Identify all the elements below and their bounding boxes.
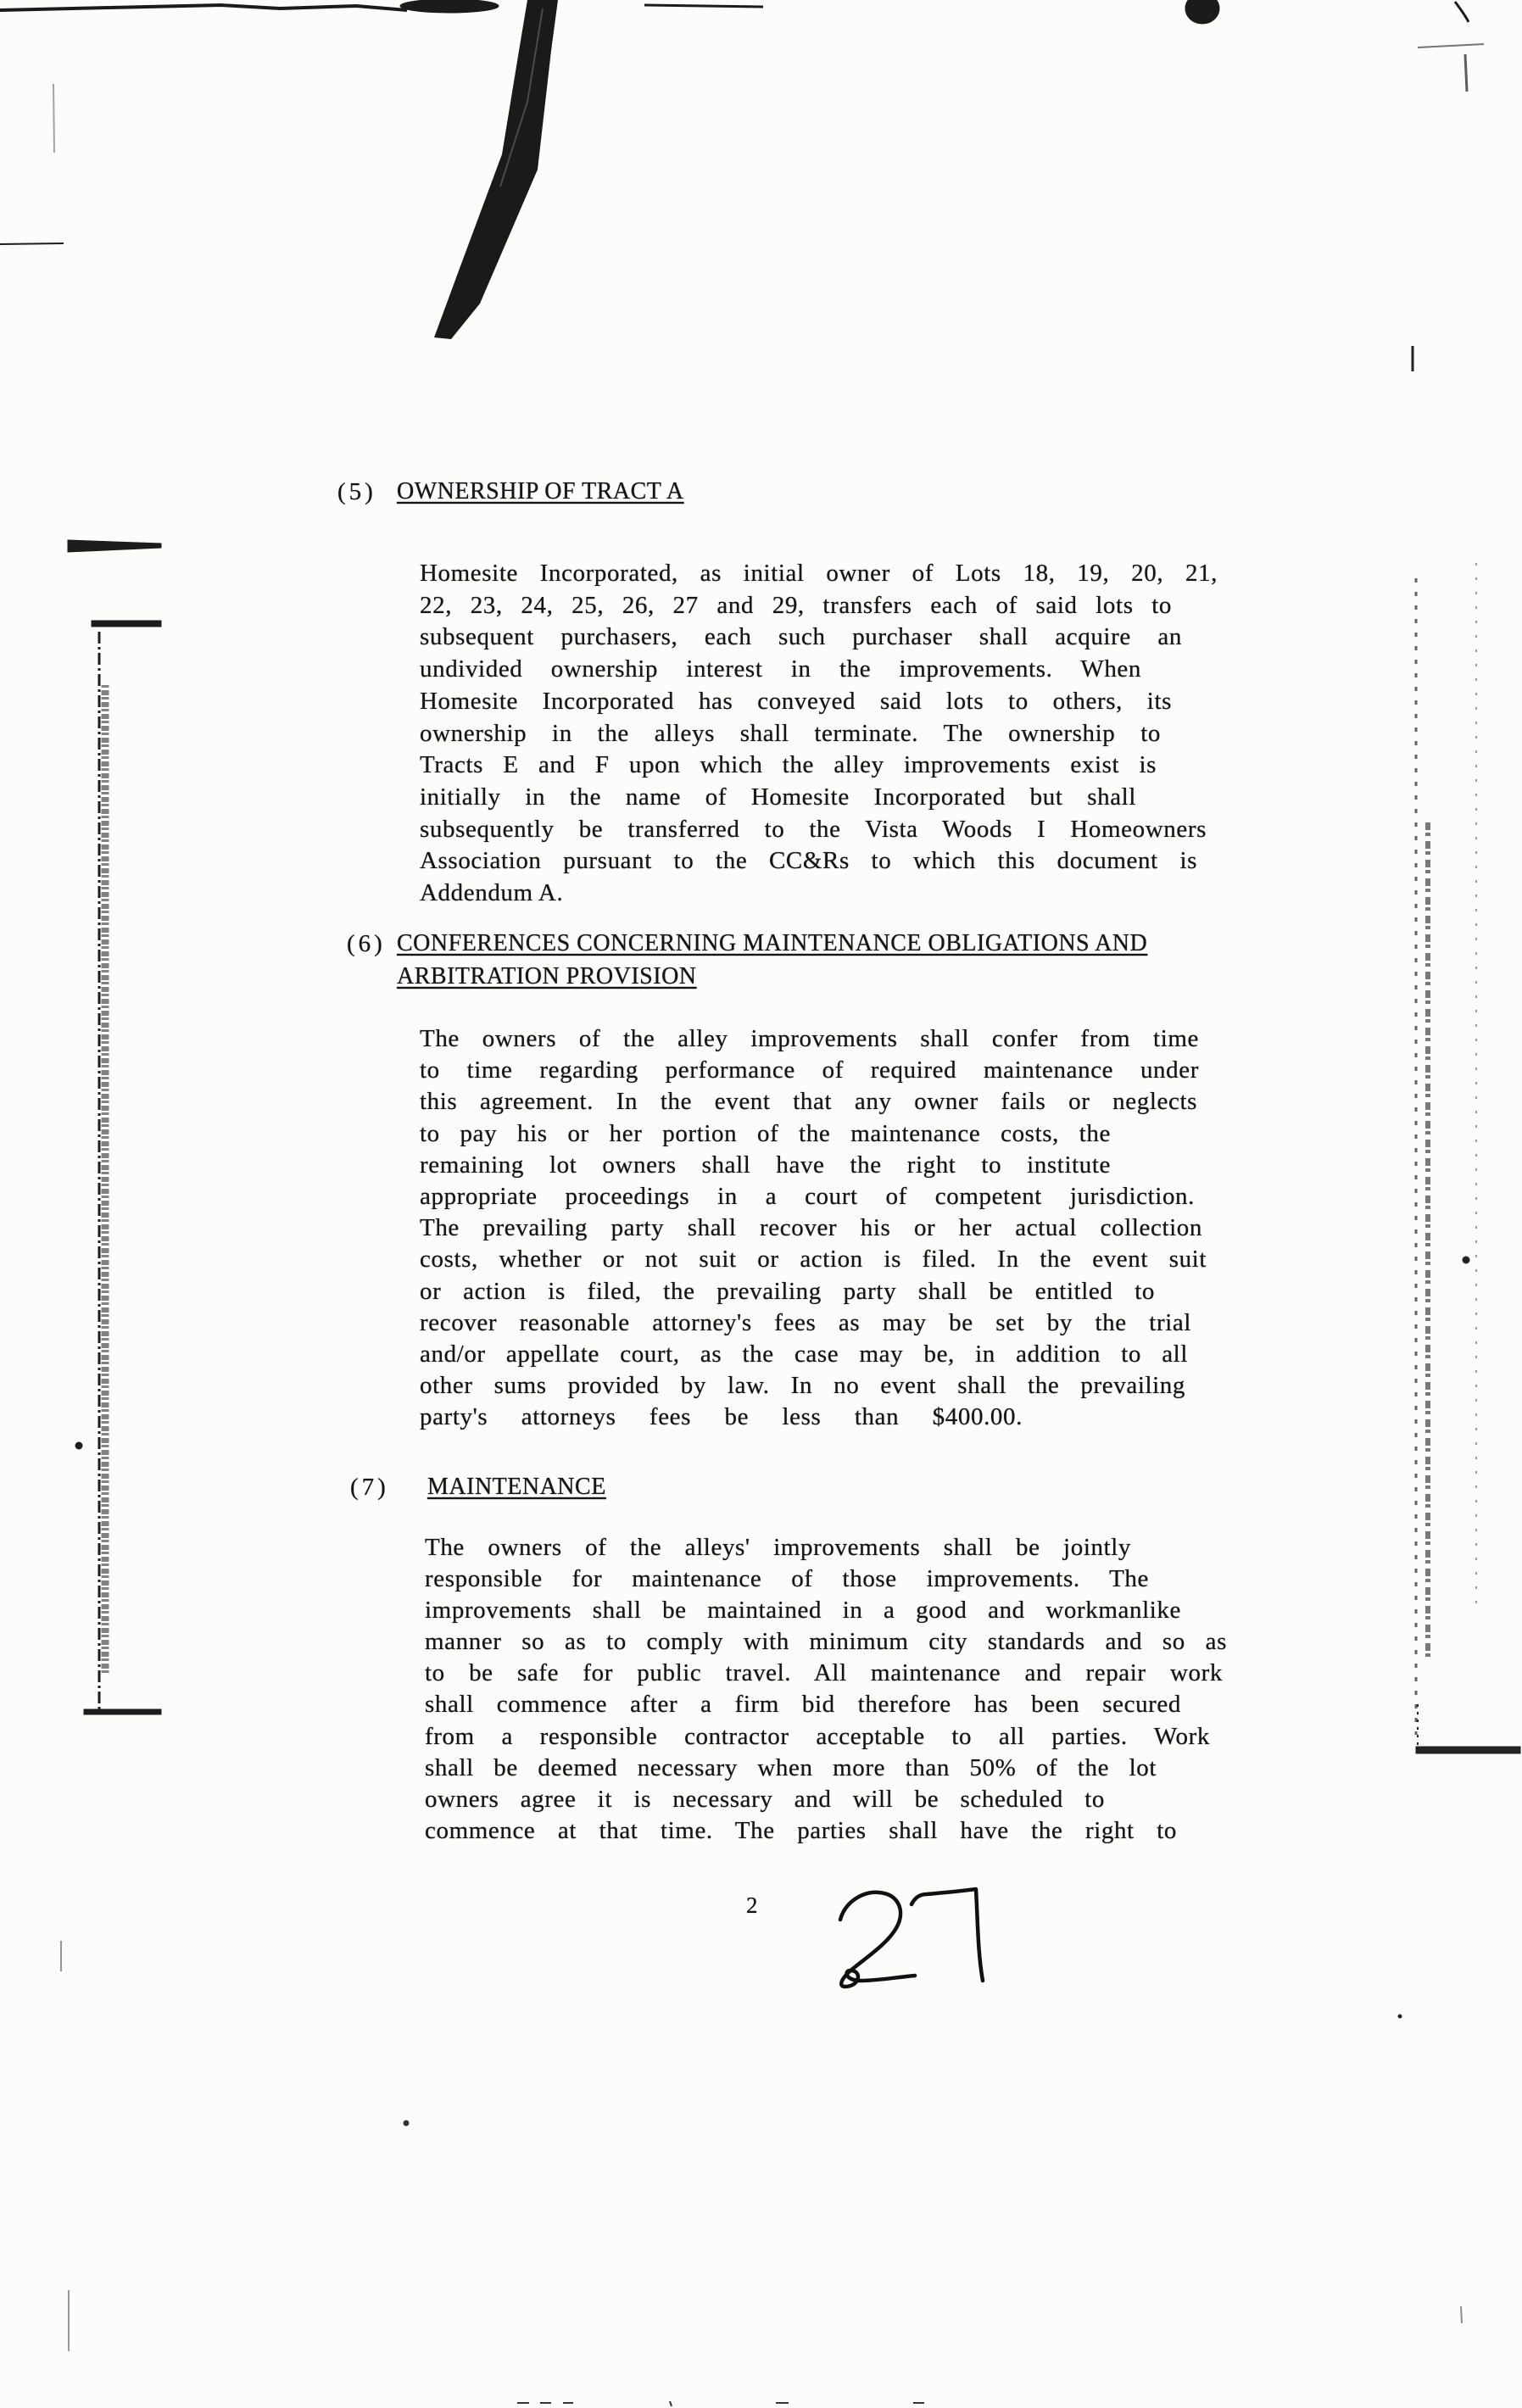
text-line: shall commence after a firm bid therefore has been secured — [425, 1691, 1181, 1719]
handwritten-digit-two — [840, 1892, 915, 1987]
left-margin-marks — [0, 84, 161, 2351]
text-line: to be safe for public travel. All maintenance and repair work — [425, 1659, 1223, 1687]
text-line: Homesite Incorporated, as initial owner of Lots 18, 19, 20, 21, — [420, 560, 1218, 587]
section-heading: MAINTENANCE — [427, 1474, 606, 1500]
text-line: to time regarding performance of required maintenance under — [420, 1056, 1199, 1084]
section-heading: OWNERSHIP OF TRACT A — [397, 478, 684, 504]
text-line: this agreement. In the event that any owner fails or neglects — [420, 1088, 1197, 1116]
text-line: subsequently be transferred to the Vista Woods I Homeowners — [420, 815, 1207, 843]
text-line: undivided ownership interest in the improvements. When — [420, 655, 1141, 683]
text-line: shall be deemed necessary when more than 50% of the lot — [425, 1753, 1157, 1781]
text-line: subsequent purchasers, each such purchaser shall acquire an — [420, 623, 1182, 651]
text-line: improvements shall be maintained in a good and workmanlike — [425, 1597, 1181, 1625]
text-line: 22, 23, 24, 25, 26, 27 and 29, transfers each of said lots to — [420, 591, 1172, 619]
text-line: other sums provided by law. In no event shall the prevailing — [420, 1372, 1185, 1400]
text-line: Tracts E and F upon which the alley improvements exist is — [420, 751, 1157, 779]
scan-slash-mark — [434, 0, 558, 339]
section-number: (5) — [337, 478, 376, 505]
text-line: Addendum A. — [420, 879, 564, 907]
text-line: Homesite Incorporated has conveyed said lots to others, its — [420, 687, 1172, 715]
section-number: (7) — [350, 1474, 389, 1501]
section-body — [420, 1023, 1207, 1434]
text-line: and/or appellate court, as the case may be, in addition to all — [420, 1341, 1188, 1368]
section-heading-continued: ARBITRATION PROVISION — [397, 963, 697, 989]
section-body — [425, 1532, 1227, 1847]
text-line: party's attorneys fees be less than $400.00. — [420, 1403, 1023, 1431]
right-margin-marks — [1398, 346, 1520, 2323]
section-number: (6) — [347, 930, 386, 957]
text-line: appropriate proceedings in a court of competent jurisdiction. — [420, 1183, 1195, 1211]
text-line: remaining lot owners shall have the right to institute — [420, 1151, 1111, 1179]
text-line: commence at that time. The parties shall have the right to — [425, 1816, 1177, 1844]
text-line: costs, whether or not suit or action is filed. In the event suit — [420, 1246, 1207, 1274]
text-line: or action is filed, the prevailing party shall be entitled to — [420, 1277, 1155, 1305]
handwritten-number-mark — [827, 1876, 1005, 1994]
text-line: initially in the name of Homesite Incorporated but shall — [420, 783, 1136, 811]
text-line: ownership in the alleys shall terminate. The ownership to — [420, 719, 1161, 747]
bottom-edge-noise — [404, 2121, 924, 2406]
section-heading: CONFERENCES CONCERNING MAINTENANCE OBLIGATIONS AND — [397, 930, 1148, 956]
text-line: The owners of the alleys' improvements shall be jointly — [425, 1534, 1131, 1561]
top-edge-noise — [0, 0, 1484, 92]
text-line: recover reasonable attorney's fees as may be set by the trial — [420, 1308, 1191, 1336]
text-line: The owners of the alley improvements shall confer from time — [420, 1025, 1199, 1052]
text-line: owners agree it is necessary and will be scheduled to — [425, 1785, 1105, 1813]
handwritten-digit-seven — [912, 1889, 983, 1981]
text-line: The prevailing party shall recover his or her actual collection — [420, 1214, 1202, 1242]
text-line: responsible for maintenance of those improvements. The — [425, 1565, 1149, 1593]
text-line: manner so as to comply with minimum city standards and so as — [425, 1628, 1227, 1656]
section-body — [420, 558, 1218, 910]
page-number: 2 — [746, 1892, 758, 1918]
text-line: to pay his or her portion of the maintenance costs, the — [420, 1119, 1111, 1147]
text-line: from a responsible contractor acceptable to all parties. Work — [425, 1722, 1210, 1750]
text-line: Association pursuant to the CC&Rs to which this document is — [420, 847, 1197, 875]
